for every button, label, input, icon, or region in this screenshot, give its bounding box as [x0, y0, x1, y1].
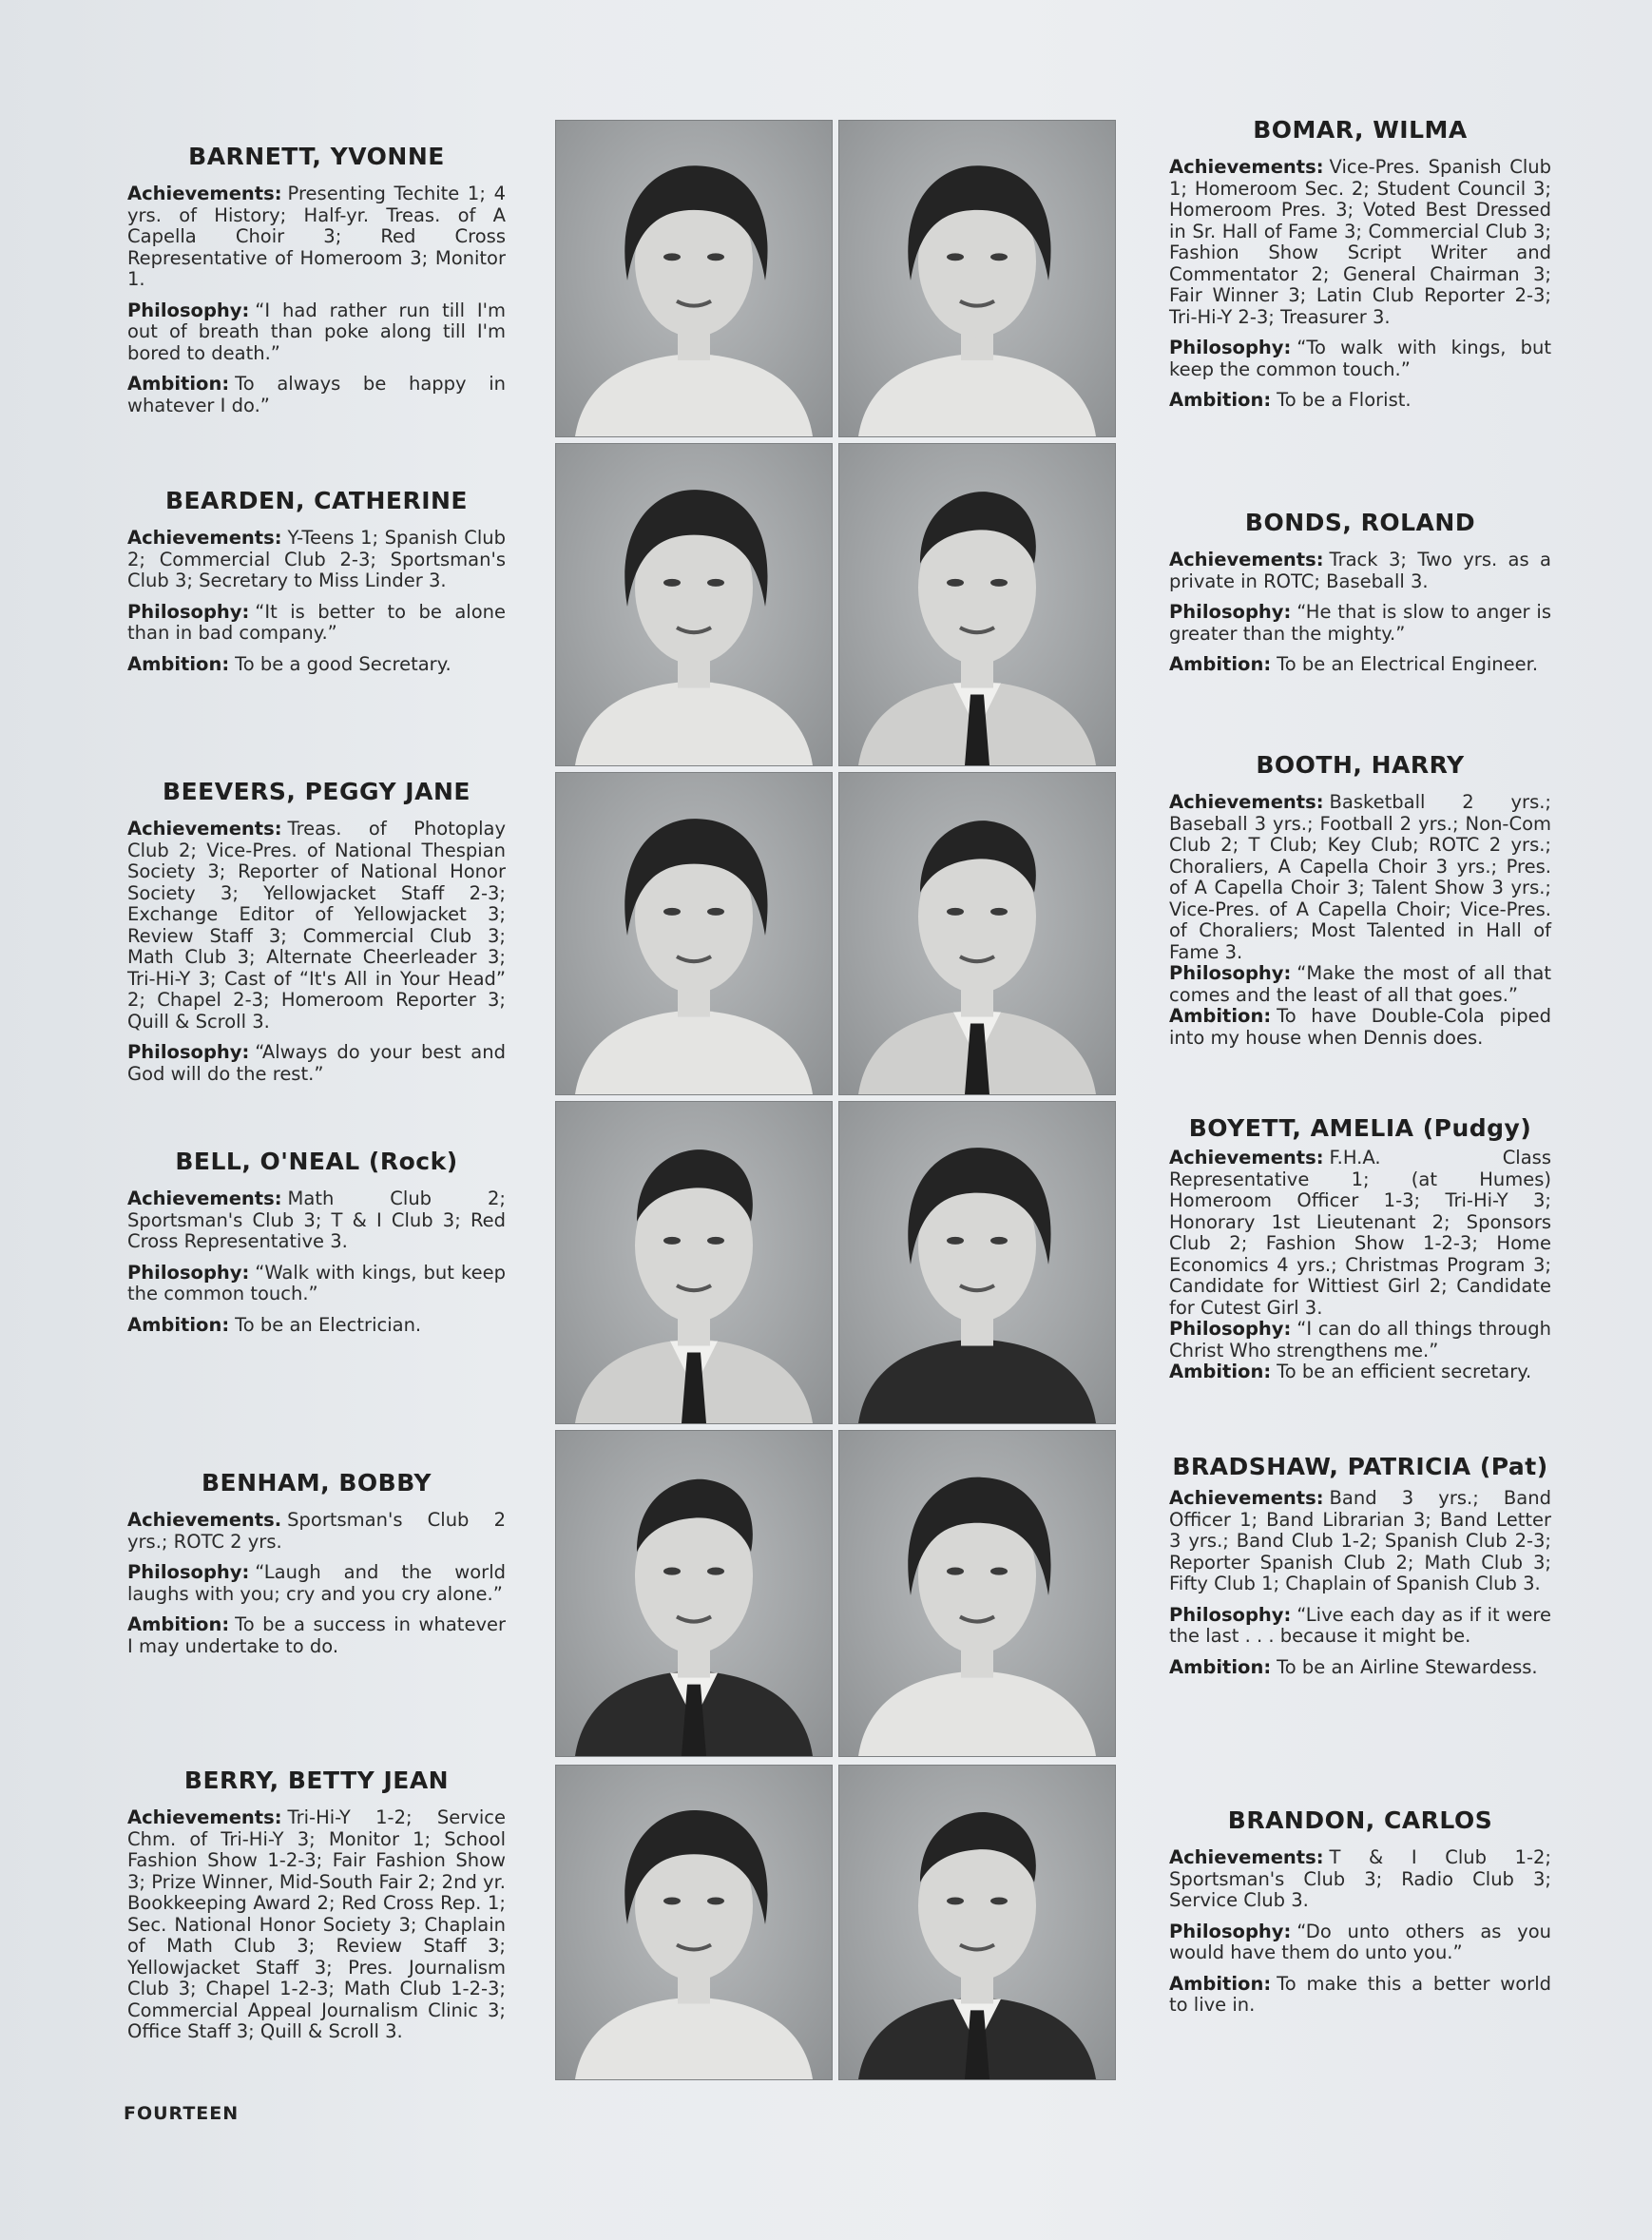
portrait-photo [555, 772, 833, 1095]
portrait-photo [838, 1765, 1116, 2080]
achievements-text: Achievements: Math Club 2; Sportsman's Club 3; T & I Club 3; Red Cross Representative 3. [127, 1188, 506, 1252]
achievements-label: Achievements: [1169, 549, 1324, 570]
achievements-text: Achievements: Treas. of Photoplay Club 2; Vice-Pres. of National Thespian Society 3; Reporter of National Honor Society 3; Yellowjacket Staff 2-3; Exchange Editor of Yellowjacket 3; Review Staff 3; Commercial Club 3; Math Club 3; Alternate Cheerleader 3; Tri-Hi-Y 3; Cast of “It's All in Your Head” 2; Chapel 2-3; Homeroom Reporter 3; Quill & Scroll 3. [127, 818, 506, 1033]
left-eye [663, 1568, 681, 1575]
left-eye [663, 1897, 681, 1904]
page-number: FOURTEEN [124, 2103, 240, 2124]
shoulders [575, 1010, 813, 1094]
portrait-photo [555, 120, 833, 437]
achievements-text: Achievements: Track 3; Two yrs. as a private in ROTC; Baseball 3. [1169, 549, 1551, 592]
portrait-photo [838, 772, 1116, 1095]
ambition-text: Ambition: To have Double-Cola piped into my house when Dennis does. [1169, 1005, 1551, 1049]
student-name: BOOTH, HARRY [1256, 751, 1465, 779]
right-eye [707, 1897, 724, 1904]
philosophy-text: Philosophy: “Live each day as if it were the last . . . because it might be. [1169, 1603, 1551, 1647]
achievements-text: Achievements. Sportsman's Club 2 yrs.; ROTC 2 yrs. [127, 1509, 506, 1553]
ambition-text: Ambition: To be a good Secretary. [127, 652, 451, 675]
ambition-label: Ambition: [127, 652, 230, 675]
ambition-label: Ambition: [1169, 1005, 1272, 1027]
student-entry-bomar [1169, 116, 1551, 421]
achievements-label: Achievements: [1169, 791, 1324, 813]
philosophy-text: Philosophy: “It is better to be alone than in bad company.” [127, 600, 506, 644]
right-eye [707, 1568, 724, 1575]
ambition-label: Ambition: [1169, 1655, 1272, 1678]
philosophy-text: Philosophy: “Always do your best and God will do the rest.” [127, 1041, 506, 1085]
philosophy-label: Philosophy: [1169, 1318, 1292, 1340]
student-name: BEEVERS, PEGGY JANE [163, 778, 471, 805]
ambition-label: Ambition: [1169, 389, 1272, 411]
left-eye [663, 908, 681, 916]
ambition-text: Ambition: To be a success in whatever I may undertake to do. [127, 1613, 506, 1657]
ambition-text: Ambition: To be an Airline Stewardess. [1169, 1655, 1538, 1678]
philosophy-text: Philosophy: “Laugh and the world laughs with you; cry and you cry alone.” [127, 1561, 506, 1605]
achievements-text: Achievements: Y-Teens 1; Spanish Club 2; Commercial Club 2-3; Sportsman's Club 3; Secretary to Miss Linder 3. [127, 527, 506, 591]
portrait-photo [555, 443, 833, 766]
shoulders [575, 681, 813, 765]
achievements-label: Achievements: [127, 527, 282, 549]
right-eye [990, 253, 1008, 261]
student-name: BRADSHAW, PATRICIA (Pat) [1172, 1453, 1548, 1480]
achievements-label: Achievements: [1169, 156, 1324, 178]
ambition-label: Ambition: [1169, 1361, 1272, 1382]
ambition-text: Ambition: To always be happy in whatever I do.” [127, 373, 506, 416]
shoulders [858, 354, 1096, 436]
shoulders [858, 1339, 1096, 1423]
left-eye [663, 579, 681, 587]
achievements-label: Achievements: [127, 1188, 282, 1209]
philosophy-label: Philosophy: [1169, 337, 1292, 358]
portrait-photo [838, 1101, 1116, 1424]
ambition-text: Ambition: To be a Florist. [1169, 389, 1412, 411]
portrait-silhouette [556, 1431, 832, 1756]
student-name: BRANDON, CARLOS [1227, 1806, 1493, 1834]
ambition-label: Ambition: [1169, 1972, 1272, 1995]
philosophy-text: Philosophy: “I can do all things through Christ Who strengthens me.” [1169, 1318, 1551, 1361]
achievements-text: Achievements: Tri-Hi-Y 1-2; Service Chm. of Tri-Hi-Y 3; Monitor 1; School Fashion Show 1-2-3; Fair Fashion Show 3; Prize Winner, Mid-South Fair 2; 2nd yr. Bookkeeping Award 2; Red Cross Rep. 1; Sec. National Honor Society 3; Chaplain of Math Club 3; Review Staff 3; Yellowjacket Staff 3; Pres. Journalism Club 3; Chapel 1-2-3; Math Club 1-2-3; Commercial Appeal Journalism Clinic 3; Office Staff 3; Quill & Scroll 3. [127, 1806, 506, 2042]
student-name: BARNETT, YVONNE [188, 143, 445, 170]
achievements-label: Achievements: [127, 183, 282, 204]
student-name: BONDS, ROLAND [1244, 509, 1476, 536]
ambition-text: Ambition: To make this a better world to live in. [1169, 1972, 1551, 2016]
portrait-silhouette [556, 773, 832, 1094]
left-eye [947, 1568, 964, 1575]
student-entry-bearden [127, 487, 506, 685]
portrait-silhouette [556, 1102, 832, 1423]
portrait-silhouette [839, 1431, 1115, 1756]
portrait-photo [555, 1765, 833, 2080]
left-eye [947, 1237, 964, 1245]
right-eye [990, 908, 1008, 916]
philosophy-label: Philosophy: [1169, 601, 1292, 623]
portrait-silhouette [839, 1766, 1115, 2079]
right-eye [990, 1568, 1008, 1575]
philosophy-label: Philosophy: [1169, 962, 1292, 984]
portrait-photo [555, 1430, 833, 1757]
philosophy-label: Philosophy: [127, 1561, 250, 1583]
philosophy-label: Philosophy: [127, 1041, 250, 1063]
left-eye [947, 579, 964, 587]
right-eye [990, 1897, 1008, 1904]
student-entry-booth [1169, 751, 1551, 1049]
portrait-silhouette [839, 444, 1115, 765]
student-name: BELL, O'NEAL (Rock) [175, 1148, 458, 1175]
philosophy-label: Philosophy: [1169, 1603, 1292, 1626]
achievements-text: Achievements: Presenting Techite 1; 4 yrs. of History; Half-yr. Treas. of A Capella Choir 3; Red Cross Representative of Homeroom 3; Monitor 1. [127, 183, 506, 290]
student-name: BENHAM, BOBBY [201, 1469, 432, 1497]
portrait-silhouette [556, 444, 832, 765]
achievements-label: Achievements: [1169, 1846, 1324, 1868]
achievements-label: Achievements: [1169, 1487, 1324, 1509]
portrait-photo [838, 120, 1116, 437]
philosophy-text: Philosophy: “I had rather run till I'm out of breath than poke along till I'm bored to death.” [127, 299, 506, 364]
achievements-text: Achievements: T & I Club 1-2; Sportsman's Club 3; Radio Club 3; Service Club 3. [1169, 1846, 1551, 1911]
student-entry-benham [127, 1469, 506, 1667]
student-entry-bell [127, 1148, 506, 1345]
achievements-label: Achievements: [127, 818, 282, 840]
philosophy-text: Philosophy: “He that is slow to anger is greater than the mighty.” [1169, 601, 1551, 645]
shoulders [575, 354, 813, 436]
student-entry-bonds [1169, 509, 1551, 686]
philosophy-text: Philosophy: “Make the most of all that comes and the least of all that goes.” [1169, 962, 1551, 1006]
portrait-photo [838, 1430, 1116, 1757]
left-eye [947, 1897, 964, 1904]
portrait-photo [555, 1101, 833, 1424]
shoulders [858, 1670, 1096, 1756]
portrait-photo [838, 443, 1116, 766]
philosophy-label: Philosophy: [1169, 1920, 1292, 1942]
student-entry-berry [127, 1767, 506, 2043]
student-entry-bradshaw [1169, 1453, 1551, 1688]
student-name: BEARDEN, CATHERINE [164, 487, 469, 514]
philosophy-text: Philosophy: “Do unto others as you would have them do unto you.” [1169, 1920, 1551, 1963]
portrait-silhouette [839, 121, 1115, 436]
portrait-silhouette [839, 773, 1115, 1094]
portrait-silhouette [839, 1102, 1115, 1423]
right-eye [707, 579, 724, 587]
philosophy-text: Philosophy: “Walk with kings, but keep the common touch.” [127, 1261, 506, 1304]
achievements-label: Achievements: [127, 1806, 282, 1828]
ambition-label: Ambition: [127, 1613, 230, 1635]
philosophy-label: Philosophy: [127, 600, 250, 623]
philosophy-label: Philosophy: [127, 1261, 250, 1284]
student-name: BOMAR, WILMA [1253, 116, 1468, 144]
left-eye [947, 908, 964, 916]
student-name: BOYETT, AMELIA (Pudgy) [1188, 1114, 1532, 1142]
achievements-text: Achievements: F.H.A. Class Representative 1; (at Humes) Homeroom Officer 1-3; Tri-Hi-Y 3; Honorary 1st Lieutenant 2; Sponsors Club 2; Fashion Show 1-2-3; Home Economics 4 yrs.; Christmas Program 3; Candidate for Wittiest Girl 2; Candidate for Cutest Girl 3. [1169, 1147, 1551, 1319]
ambition-label: Ambition: [1169, 653, 1272, 675]
ambition-text: Ambition: To be an efficient secretary. [1169, 1361, 1532, 1382]
ambition-text: Ambition: To be an Electrical Engineer. [1169, 653, 1539, 675]
ambition-label: Ambition: [127, 1313, 230, 1336]
right-eye [707, 253, 724, 261]
right-eye [707, 1237, 724, 1245]
ambition-label: Ambition: [127, 373, 230, 395]
right-eye [990, 1237, 1008, 1245]
student-entry-barnett [127, 143, 506, 426]
left-eye [663, 1237, 681, 1245]
ambition-text: Ambition: To be an Electrician. [127, 1313, 422, 1336]
achievements-label: Achievements. [127, 1509, 282, 1531]
portrait-silhouette [556, 121, 832, 436]
student-entry-beevers [127, 778, 506, 1094]
achievements-text: Achievements: Vice-Pres. Spanish Club 1; Homeroom Sec. 2; Student Council 3; Homeroom Pres. 3; Voted Best Dressed in Sr. Hall of Fame 3; Commercial Club 3; Fashion Show Script Writer and Commentator 2; General Chairman 3; Fair Winner 3; Latin Club Reporter 2-3; Tri-Hi-Y 2-3; Treasurer 3. [1169, 156, 1551, 328]
left-eye [947, 253, 964, 261]
achievements-text: Achievements: Basketball 2 yrs.; Baseball 3 yrs.; Football 2 yrs.; Non-Com Club 2; T Club; Key Club; ROTC 2 yrs.; Choraliers, A Capella Choir 3 yrs.; Pres. of A Capella Choir 3; Talent Show 3 yrs.; Vice-Pres. of A Capella Choir; Vice-Pres. of Choraliers; Most Talented in Hall of Fame 3. [1169, 791, 1551, 963]
achievements-text: Achievements: Band 3 yrs.; Band Officer 1; Band Librarian 3; Band Letter 3 yrs.; Band Club 1-2; Spanish Club 2-3; Reporter Spanish Club 2; Math Club 3; Fifty Club 1; Chaplain of Spanish Club 3. [1169, 1487, 1551, 1594]
right-eye [707, 908, 724, 916]
philosophy-text: Philosophy: “To walk with kings, but keep the common touch.” [1169, 337, 1551, 380]
portrait-silhouette [556, 1766, 832, 2079]
philosophy-label: Philosophy: [127, 299, 250, 321]
student-name: BERRY, BETTY JEAN [183, 1767, 450, 1794]
shoulders [575, 1998, 813, 2079]
student-entry-brandon [1169, 1806, 1551, 2026]
right-eye [990, 579, 1008, 587]
left-eye [663, 253, 681, 261]
student-entry-boyett [1169, 1114, 1551, 1383]
achievements-label: Achievements: [1169, 1147, 1324, 1168]
